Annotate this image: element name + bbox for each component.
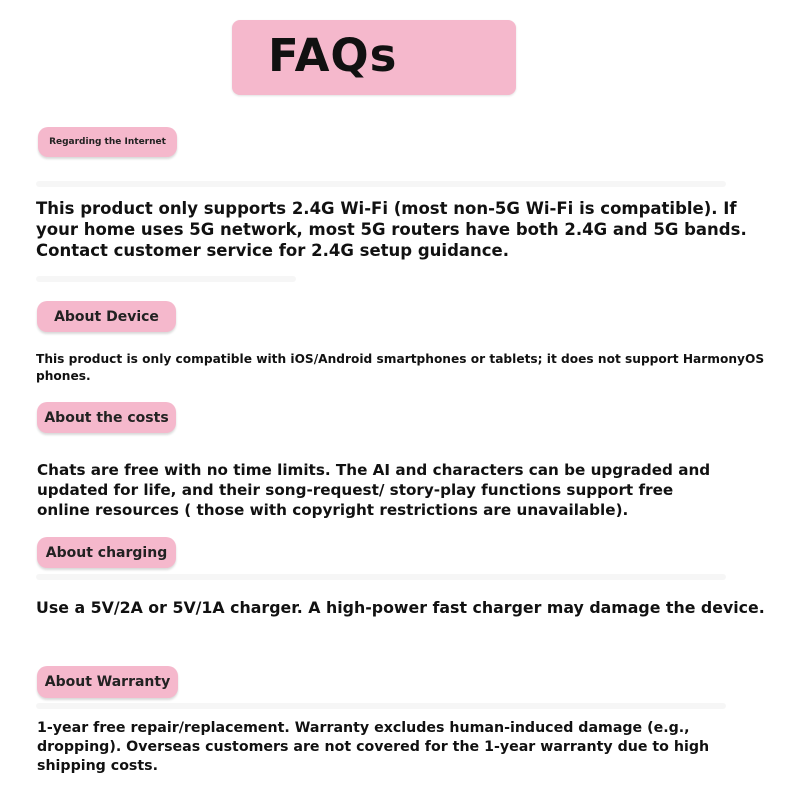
section-tag-internet bbox=[38, 127, 177, 157]
faded-text-line bbox=[36, 574, 726, 580]
section-tag-device bbox=[37, 301, 176, 332]
section-tag-label: About Device bbox=[54, 308, 159, 325]
section-tag-label: About Warranty bbox=[44, 674, 171, 690]
faded-text-line bbox=[36, 276, 296, 282]
faded-text-line bbox=[36, 181, 726, 187]
section-tag-label: Regarding the Internet bbox=[49, 137, 166, 147]
section-tag-warranty bbox=[37, 666, 178, 698]
section-tag-label: About charging bbox=[45, 544, 168, 561]
section-answer-charging: Use a 5V/2A or 5V/1A charger. A high-power fast charger may damage the device. bbox=[36, 598, 765, 617]
section-answer-costs: Chats are free with no time limits. The AI and characters can be upgraded and updated for life, and their song-request/ story-play functions support free online resources ( those with copyright restrictions are unavailable). bbox=[37, 461, 711, 519]
section-tag-label: About the costs bbox=[44, 409, 169, 426]
section-answer-warranty: 1-year free repair/replacement. Warranty excludes human-induced damage (e.g., dropping). Overseas customers are not covered for the 1-year warranty due to high shipping costs. bbox=[37, 720, 710, 774]
section-answer-internet: This product only supports 2.4G Wi-Fi (most non-5G Wi-Fi is compatible). If your home uses 5G network, most 5G routers have both 2.4G and 5G bands. Contact customer service for 2.4G setup guidance. bbox=[36, 199, 747, 260]
section-tag-charging bbox=[37, 537, 176, 568]
section-tag-costs bbox=[37, 402, 176, 433]
page-title: FAQs bbox=[268, 29, 398, 82]
faded-text-line bbox=[36, 703, 726, 709]
faq-title-banner bbox=[232, 20, 516, 95]
section-answer-device: This product is only compatible with iOS/Android smartphones or tablets; it does not support HarmonyOS phones. bbox=[36, 352, 765, 383]
